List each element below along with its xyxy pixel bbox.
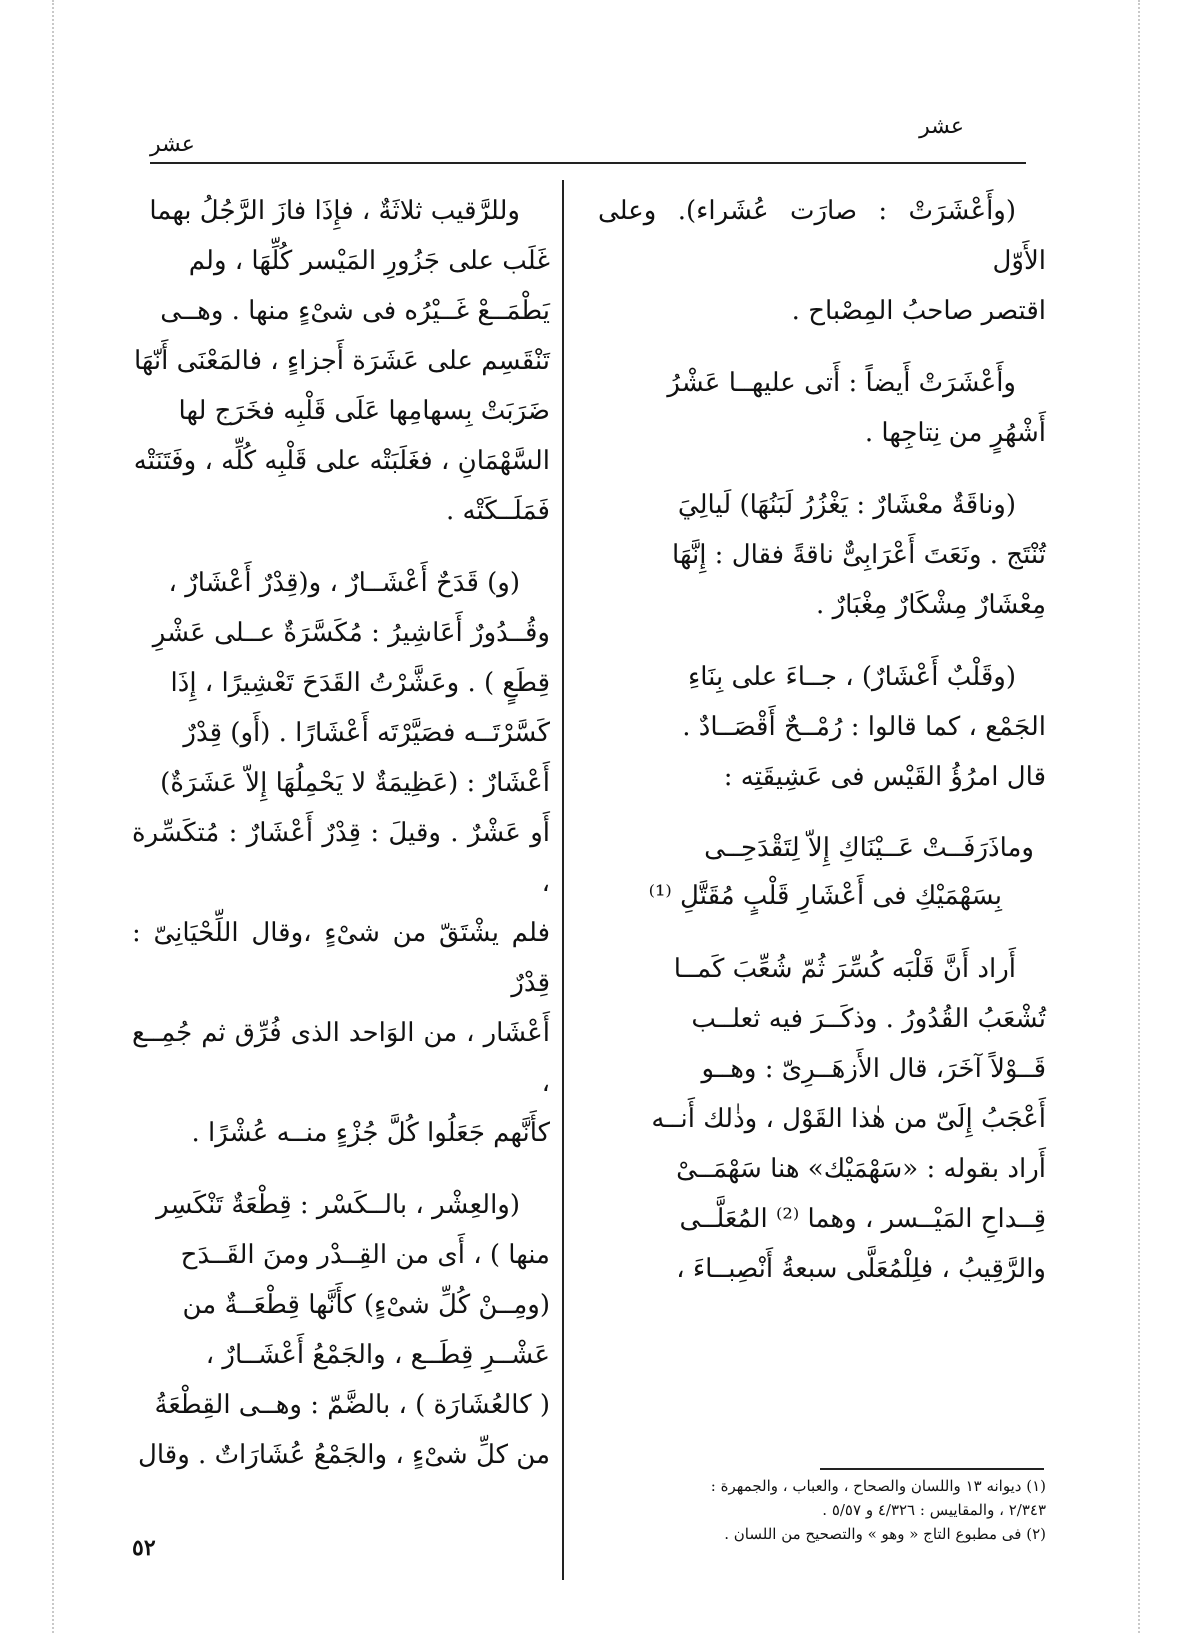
paragraph: أَراد أَنَّ قَلْبَه كُسِّرَ ثُمّ شُعِّبَ كَمــا تُشْعَبُ القُدُورُ . وذكَــرَ فيه ثعلــب قَــوْلاً آخَرَ، قال الأَزهَــرِىّ : وهــو أَعْجَبُ إِلَىّ من هٰذا القَوْل ، وذٰلك أَنــه أَراد بقوله : «سَهْمَيْك» هنا سَهْمَــىْ قِــداحِ المَيْــسر ، وهما ⁽²⁾ المُعَلَّــى والرَّقِيبُ ، فلِلْمُعَلَّى سبعةُ أَنْصِبــاءَ ، — [651, 954, 1046, 1284]
paragraph: وللرَّقيب ثلاثَةٌ ، فإِذَا فازَ الرَّجُلُ بهما غَلَب على جَزُورِ المَيْسر كُلِّهَا ، ولم يَطْمَــعْ غَــيْرُه فى شىْءٍ منها . وهــى تَنْقَسِم على عَشَرَة أَجزاءٍ ، فالمَعْنَى أَنّهَا ضَرَبَتْ بِسهامِها عَلَى قَلْبِه فخَرَج لها السَّهْمَانِ ، فغَلَبَتْه على قَلْبِه كُلِّه ، وفَتَنَتْه فَمَلَــكَتْه . — [133, 196, 550, 526]
footnotes — [598, 1474, 1046, 1546]
right-head-word: عشر — [919, 114, 964, 139]
page-number: ٥٢ — [132, 1535, 156, 1561]
left-head-word: عشر — [150, 132, 195, 157]
footnote-1: (١) ديوانه ١٣ واللسان والصحاح ، والعباب ، والجمهرة : ٢/٣٤٣ ، والمقاييس : ٤/٣٢٦ و ٥/٥٧ . — [710, 1477, 1046, 1519]
footnote-rule — [820, 1468, 1044, 1470]
paragraph: (وقَلْبٌ أَعْشَارٌ) ، جــاءَ على بِنَاءِ الجَمْع ، كما قالوا : رُمْــحٌ أَقْصَــادٌ . قال امرُؤُ القَيْس فى عَشِيقَتِه : — [682, 662, 1046, 792]
paragraph: (و) قَدَحٌ أَعْشَــارٌ ، و(قِدْرٌ أَعْشَارٌ ، وقُــدُورٌ أَعَاشِيرُ : مُكَسَّرَةٌ عــلى عَشْرِ قِطَعٍ ) . وعَشَّرْتُ القَدَحَ تَعْشِيرًا ، إِذَا كَسَّرْتَــه فصَيَّرْتَه أَعْشَارًا . (أَو) قِدْرٌ أَعْشَارٌ : (عَظِيمَةٌ لا يَحْمِلُهَا إِلاّ عَشَرَةٌ) أَو عَشْرٌ . وقيلَ : قِدْرٌ أَعْشَارٌ : مُتكَسِّرة ، فلم يشْتَقّ من شىْءٍ ،وقال اللِّحْيَانِىّ : قِدْرٌ أَعْشَار ، من الوَاحد الذى فُرِّق ثم جُمِــع ، كأَنَّهم جَعَلُوا كُلَّ جُزْءٍ منــه عُشْرًا . — [132, 568, 550, 1148]
right-margin-dots — [1138, 0, 1140, 1633]
paragraph: وأَعْشَرَتْ أَيضاً : أَتى عليهــا عَشْرُ أَشْهُرٍ من نِتاجِها . — [667, 368, 1046, 448]
footnote-2: (٢) فى مطبوع التاج « وهو » والتصحيح من اللسان . — [724, 1525, 1046, 1543]
column-divider — [562, 180, 564, 1580]
verse-line-second: بِسَهْمَيْكِ فى أَعْشَارِ قَلْبٍ مُقَتَّلِ ⁽¹⁾ — [648, 881, 1002, 911]
left-column — [132, 186, 550, 1502]
paragraph: (والعِشْر ، بالــكَسْر : قِطْعَةٌ تَنْكَسِر منها ) ، أَى من القِــدْر ومنَ القَــدَح (ومِــنْ كُلِّ شىْءٍ) كأَنَّها قِطْعَــةٌ من عَشْــرِ قِطَــع ، والجَمْعُ أَعْشَــارٌ ، ( كالعُشَارَة ) ، بالضَّمّ : وهــى القِطْعَةُ من كلِّ شىْءٍ ، والجَمْعُ عُشَارَاتٌ . وقال — [137, 1190, 550, 1470]
left-margin-dots — [52, 0, 54, 1633]
right-column — [598, 186, 1046, 1316]
paragraph: (وناقَةٌ معْشَارٌ : يَغْزُرُ لَبَنُهَا) لَيالِيَ تُنْتَج . ونَعَتَ أَعْرَابِىٌّ ناقةً فقال : إِنَّهَا مِعْشَارٌ مِشْكَارٌ مِغْبَارٌ . — [672, 490, 1046, 620]
header-rule — [150, 162, 1026, 164]
verse-line-first: وماذَرَفَــتْ عَــيْنَاكِ إِلاّ لِتَقْدَحِــى — [704, 833, 1034, 863]
paragraph: (وأَعْشَرَتْ : صارَت عُشَراء). وعلى الأَوّل اقتصر صاحبُ المِصْباح . — [598, 196, 1046, 326]
poem-verse — [598, 824, 1046, 920]
